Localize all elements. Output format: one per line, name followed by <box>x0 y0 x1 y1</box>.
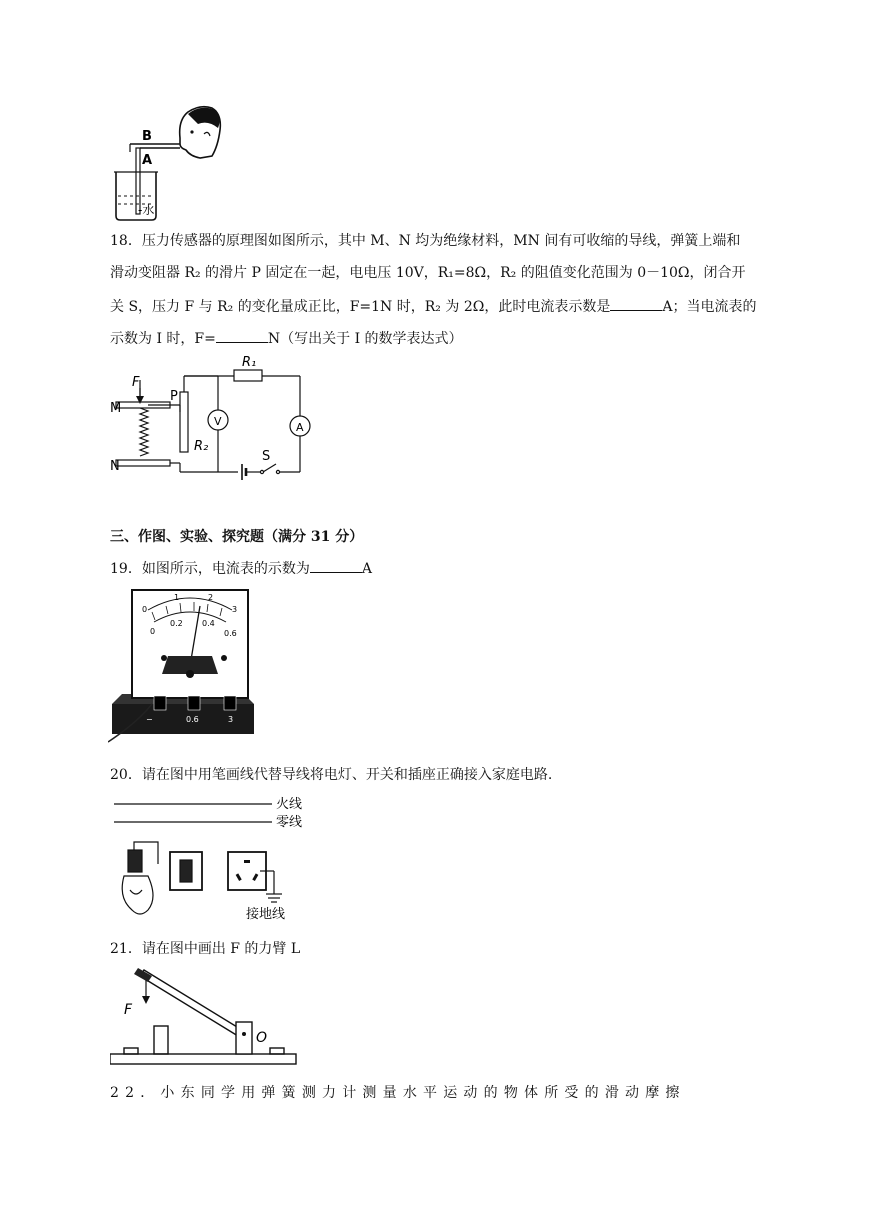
straw-beaker-figure <box>108 100 228 222</box>
terminal-3: 3 <box>228 715 234 724</box>
q20-text: 20．请在图中用笔画线代替导线将电灯、开关和插座正确接入家庭电路. <box>110 767 553 783</box>
label-o: O <box>256 1030 268 1046</box>
answer-blank <box>610 296 662 311</box>
label-r2: R₂ <box>194 439 209 454</box>
scale-bottom-0: 0 <box>150 627 156 636</box>
scale-bottom-2: 0.4 <box>202 619 215 628</box>
label-a: A <box>142 153 153 168</box>
scale-top-0: 0 <box>142 605 148 614</box>
label-neutral-wire: 零线 <box>276 815 303 830</box>
q18-line3: 关 S，压力 F 与 R₂ 的变化量成正比，F=1N 时，R₂ 为 2Ω，此时电流表示数是 A；当电流表的 <box>110 296 756 316</box>
household-circuit-figure <box>110 794 330 924</box>
terminal-0-6: 0.6 <box>186 715 199 724</box>
label-b: B <box>142 129 152 144</box>
label-m: M <box>110 401 122 416</box>
q18-line1: 18．压力传感器的原理图如图所示，其中 M、N 均为绝缘材料，MN 间有可收缩的导线，弹簧上端和 <box>110 233 741 249</box>
q22-text: 22．小东同学用弹簧测力计测量水平运动的物体所受的滑动摩擦 <box>110 1085 686 1101</box>
label-ground-wire: 接地线 <box>246 907 286 922</box>
label-r1: R₁ <box>242 355 257 370</box>
q19-text: 19．如图所示，电流表的示数为 A <box>110 558 372 578</box>
section-heading: 三、作图、实验、探究题（满分 31 分） <box>110 529 364 545</box>
label-s: S <box>262 449 271 464</box>
lever-figure <box>110 964 300 1070</box>
answer-blank <box>216 328 268 343</box>
q18-line2: 滑动变阻器 R₂ 的滑片 P 固定在一起，电电压 10V，R₁=8Ω，R₂ 的阻值变化范围为 0－10Ω，闭合开 <box>110 265 746 281</box>
label-f: F <box>124 1002 133 1018</box>
scale-bottom-3: 0.6 <box>224 629 237 638</box>
label-live-wire: 火线 <box>276 797 303 812</box>
pressure-sensor-circuit <box>110 352 320 488</box>
q18-line4: 示数为 I 时，F= N（写出关于 I 的数学表达式） <box>110 328 463 348</box>
scale-bottom-1: 0.2 <box>170 619 183 628</box>
terminal-minus: − <box>146 715 153 724</box>
label-n: N <box>110 459 120 474</box>
scale-top-1: 1 <box>174 593 180 602</box>
label-v: V <box>214 415 222 428</box>
label-water: -水 <box>138 203 155 217</box>
scale-top-3: 3 <box>232 605 238 614</box>
answer-blank <box>310 558 362 573</box>
ammeter-figure <box>108 582 258 746</box>
q21-text: 21．请在图中画出 F 的力臂 L <box>110 941 301 957</box>
label-f: F <box>132 375 140 390</box>
scale-top-2: 2 <box>208 593 214 602</box>
label-ammeter: A <box>296 421 304 434</box>
label-p: P <box>170 389 178 404</box>
